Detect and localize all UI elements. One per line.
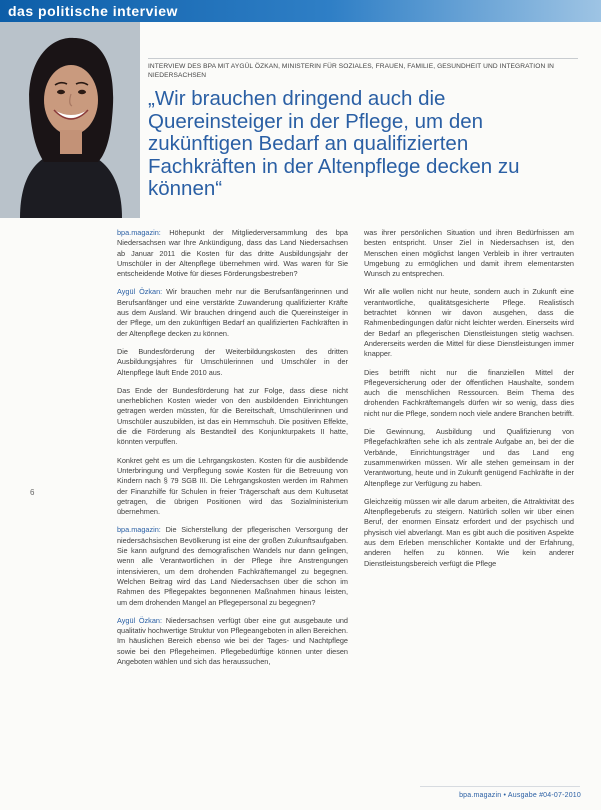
portrait-photo	[0, 22, 140, 218]
speaker-label: bpa.magazin:	[117, 525, 161, 535]
paragraph: was ihrer persönlichen Situation und ihren Bedürfnissen am besten entspricht. Unser Ziel in Niedersachsen ist, den Menschen einen möglichst langen Verbleib in ihrer vertrauten Umgebung zu ermöglichen und damit ihrem elementarsten Wunsch zu entsprechen.	[364, 228, 574, 279]
paragraph	[117, 228, 348, 279]
speaker-label: bpa.magazin:	[117, 228, 161, 237]
paragraph	[117, 525, 348, 607]
paragraph	[117, 616, 348, 667]
section-label: das politische interview	[8, 3, 178, 19]
paragraph: Gleichzeitig müssen wir alle darum arbeiten, die Attraktivität des Altenpflegeberufs zu steigern. Natürlich sollen wir über einen Beruf, der enormen Einsatz erfordert und der psychisch und physisch viel abverlangt. Man es gibt auch die positiven Aspekte aus dem Erleben menschlicher Kontakte und der Erfahrung, anderen helfen zu können. Wie kein anderer Dienstleistungsbereich verfügt die Pflege	[364, 496, 574, 568]
portrait-illustration	[0, 22, 140, 218]
paragraph-text: Die Sicherstellung der pflegerischen Versorgung der niedersächsischen Bevölkerung ist eine der großen Zukunftsaufgaben. Sie kann aufgrund des demografischen Wandels nur dann gelingen, wenn alle Verantwortlichen in der Pflege ihre Anstrengungen intensivieren, um dem drohenden Fachkräftemangel zu begegnen. Welchen Beitrag wird das Land Niedersachsen über die schon im Rahmen des Pflegepaktes begonnenen Maßnahmen hinaus leisten, um dem drohenden Mangel an Pflegepersonal zu begegnen?	[117, 525, 348, 607]
paragraph-text: Niedersachsen verfügt über eine gut ausgebaute und qualitativ hochwertige Struktur von Pflegeangeboten in allen Bereichen. Im häuslichen Bereich ebenso wie bei der Tages- und Nachtpflege sowie bei den Pflegeheimen. Pflegebedürftige können unter diesen Angeboten wählen und sich das heraussuchen,	[117, 615, 348, 666]
footer-divider	[420, 786, 580, 787]
speaker-label: Aygül Özkan:	[117, 615, 162, 625]
page-footer: bpa.magazin • Ausgabe #04-07-2010	[459, 792, 581, 799]
intro-divider	[148, 58, 578, 59]
speaker-label: Aygül Özkan:	[117, 287, 163, 297]
paragraph: Die Gewinnung, Ausbildung und Qualifizierung von Pflegefachkräften sehe ich als zentrale Aufgabe an, bei der die Verbände, Einrichtungsträger und das Land eng zusammenwirken müssen. Wir alle stehen gemeinsam in der Verantwortung, heute und in Zukunft genügend Fachkräfte in der Altenpflege zur Verfügung zu haben.	[364, 427, 574, 488]
paragraph-text: Höhepunkt der Mitgliederversammlung des bpa Niedersachsen war Ihre Ankündigung, dass das Land Niedersachsen ab Januar 2011 die Kosten für das dritte Ausbildungsjahr der Umschüler in der Altenpflege übernehmen wird. Was waren für Sie entscheidende Motive für dieses Förderungsbestreben?	[117, 228, 348, 279]
paragraph: Wir alle wollen nicht nur heute, sondern auch in Zukunft eine verantwortliche, qualitätsgesicherte Pflege. Realistisch betrachtet können wir davon ausgehen, dass die Rahmenbedingungen dafür nicht leichter werden. Einerseits wird der Bedarf an pflegerischen Dienstleistungen stetig wachsen. Andererseits werden die Mittel für diese Dienstleistungen immer knapper.	[364, 287, 574, 359]
paragraph-text: Die Bundesförderung der Weiterbildungskosten des dritten Ausbildungsjahres für Umschülerinnen und Umschüler in der Altenpflege läuft Ende 2010 aus.	[117, 346, 348, 377]
paragraph	[117, 386, 348, 448]
margin-page-mark: 6	[30, 488, 35, 497]
paragraph-text: Wir brauchen mehr nur die Berufsanfängerinnen und Berufsanfänger und eine verstärkte Zuwanderung qualifizierter Kräfte aus dem Ausland. Wir brauchen dringend auch die Quereinsteiger in der Pflege, um den zukünftigen Bedarf an qualifizierten Fachkräften in der Altenpflege decken zu können.	[117, 287, 349, 338]
headline: „Wir brauchen dringend auch die Quereinsteiger in der Pflege, um den zukünftigen Bedarf an qualifizierten Fachkräften in der Altenpflege decken zu können“	[148, 87, 520, 200]
right-column	[364, 228, 574, 577]
left-column	[117, 228, 348, 675]
interview-intro: INTERVIEW DES BPA MIT AYGÜL ÖZKAN, MINISTERIN FÜR SOZIALES, FRAUEN, FAMILIE, GESUNDHEIT UND INTEGRATION IN NIEDERSACHSEN	[148, 63, 555, 79]
paragraph-text: Das Ende der Bundesförderung hat zur Folge, dass diese nicht unerheblichen Kosten wieder von den ausbildenden Einrichtungen getragen werden müssten, für die Bereitschaft, Umschülerinnen und Umschüler auszubilden, ist das ein Hemmschuh. Die positiven Effekte, die die Förderung als Bestandteil des Konjunkturpakets II hatte, könnten verpuffen.	[117, 385, 348, 447]
paragraph	[117, 456, 348, 518]
paragraph	[117, 287, 348, 338]
paragraph	[117, 347, 348, 378]
section-header-bar	[0, 0, 601, 22]
paragraph: Dies betrifft nicht nur die finanziellen Mittel der Pflegeversicherung oder der öffentlichen Haushalte, sondern auch die menschlichen Ressourcen. Beim Thema des drohenden Fachkräftemangels dürfen wir so wenig, dass dies nicht nur die Pflege, sondern noch viele andere Branchen betrifft.	[364, 367, 574, 418]
paragraph-text: Konkret geht es um die Lehrgangskosten. Kosten für die ausbildende Unterbringung und Verpflegung sowie Kosten für die Betreuung von Kindern nach § 79 SGB III. Die Lehrgangskosten werden im Rahmen der Finanzhilfe für Schulen in freier Trägerschaft aus dem Kultusetat getragen, die übrigen Positionen wird das Sozialministerium übernehmen.	[117, 455, 348, 517]
